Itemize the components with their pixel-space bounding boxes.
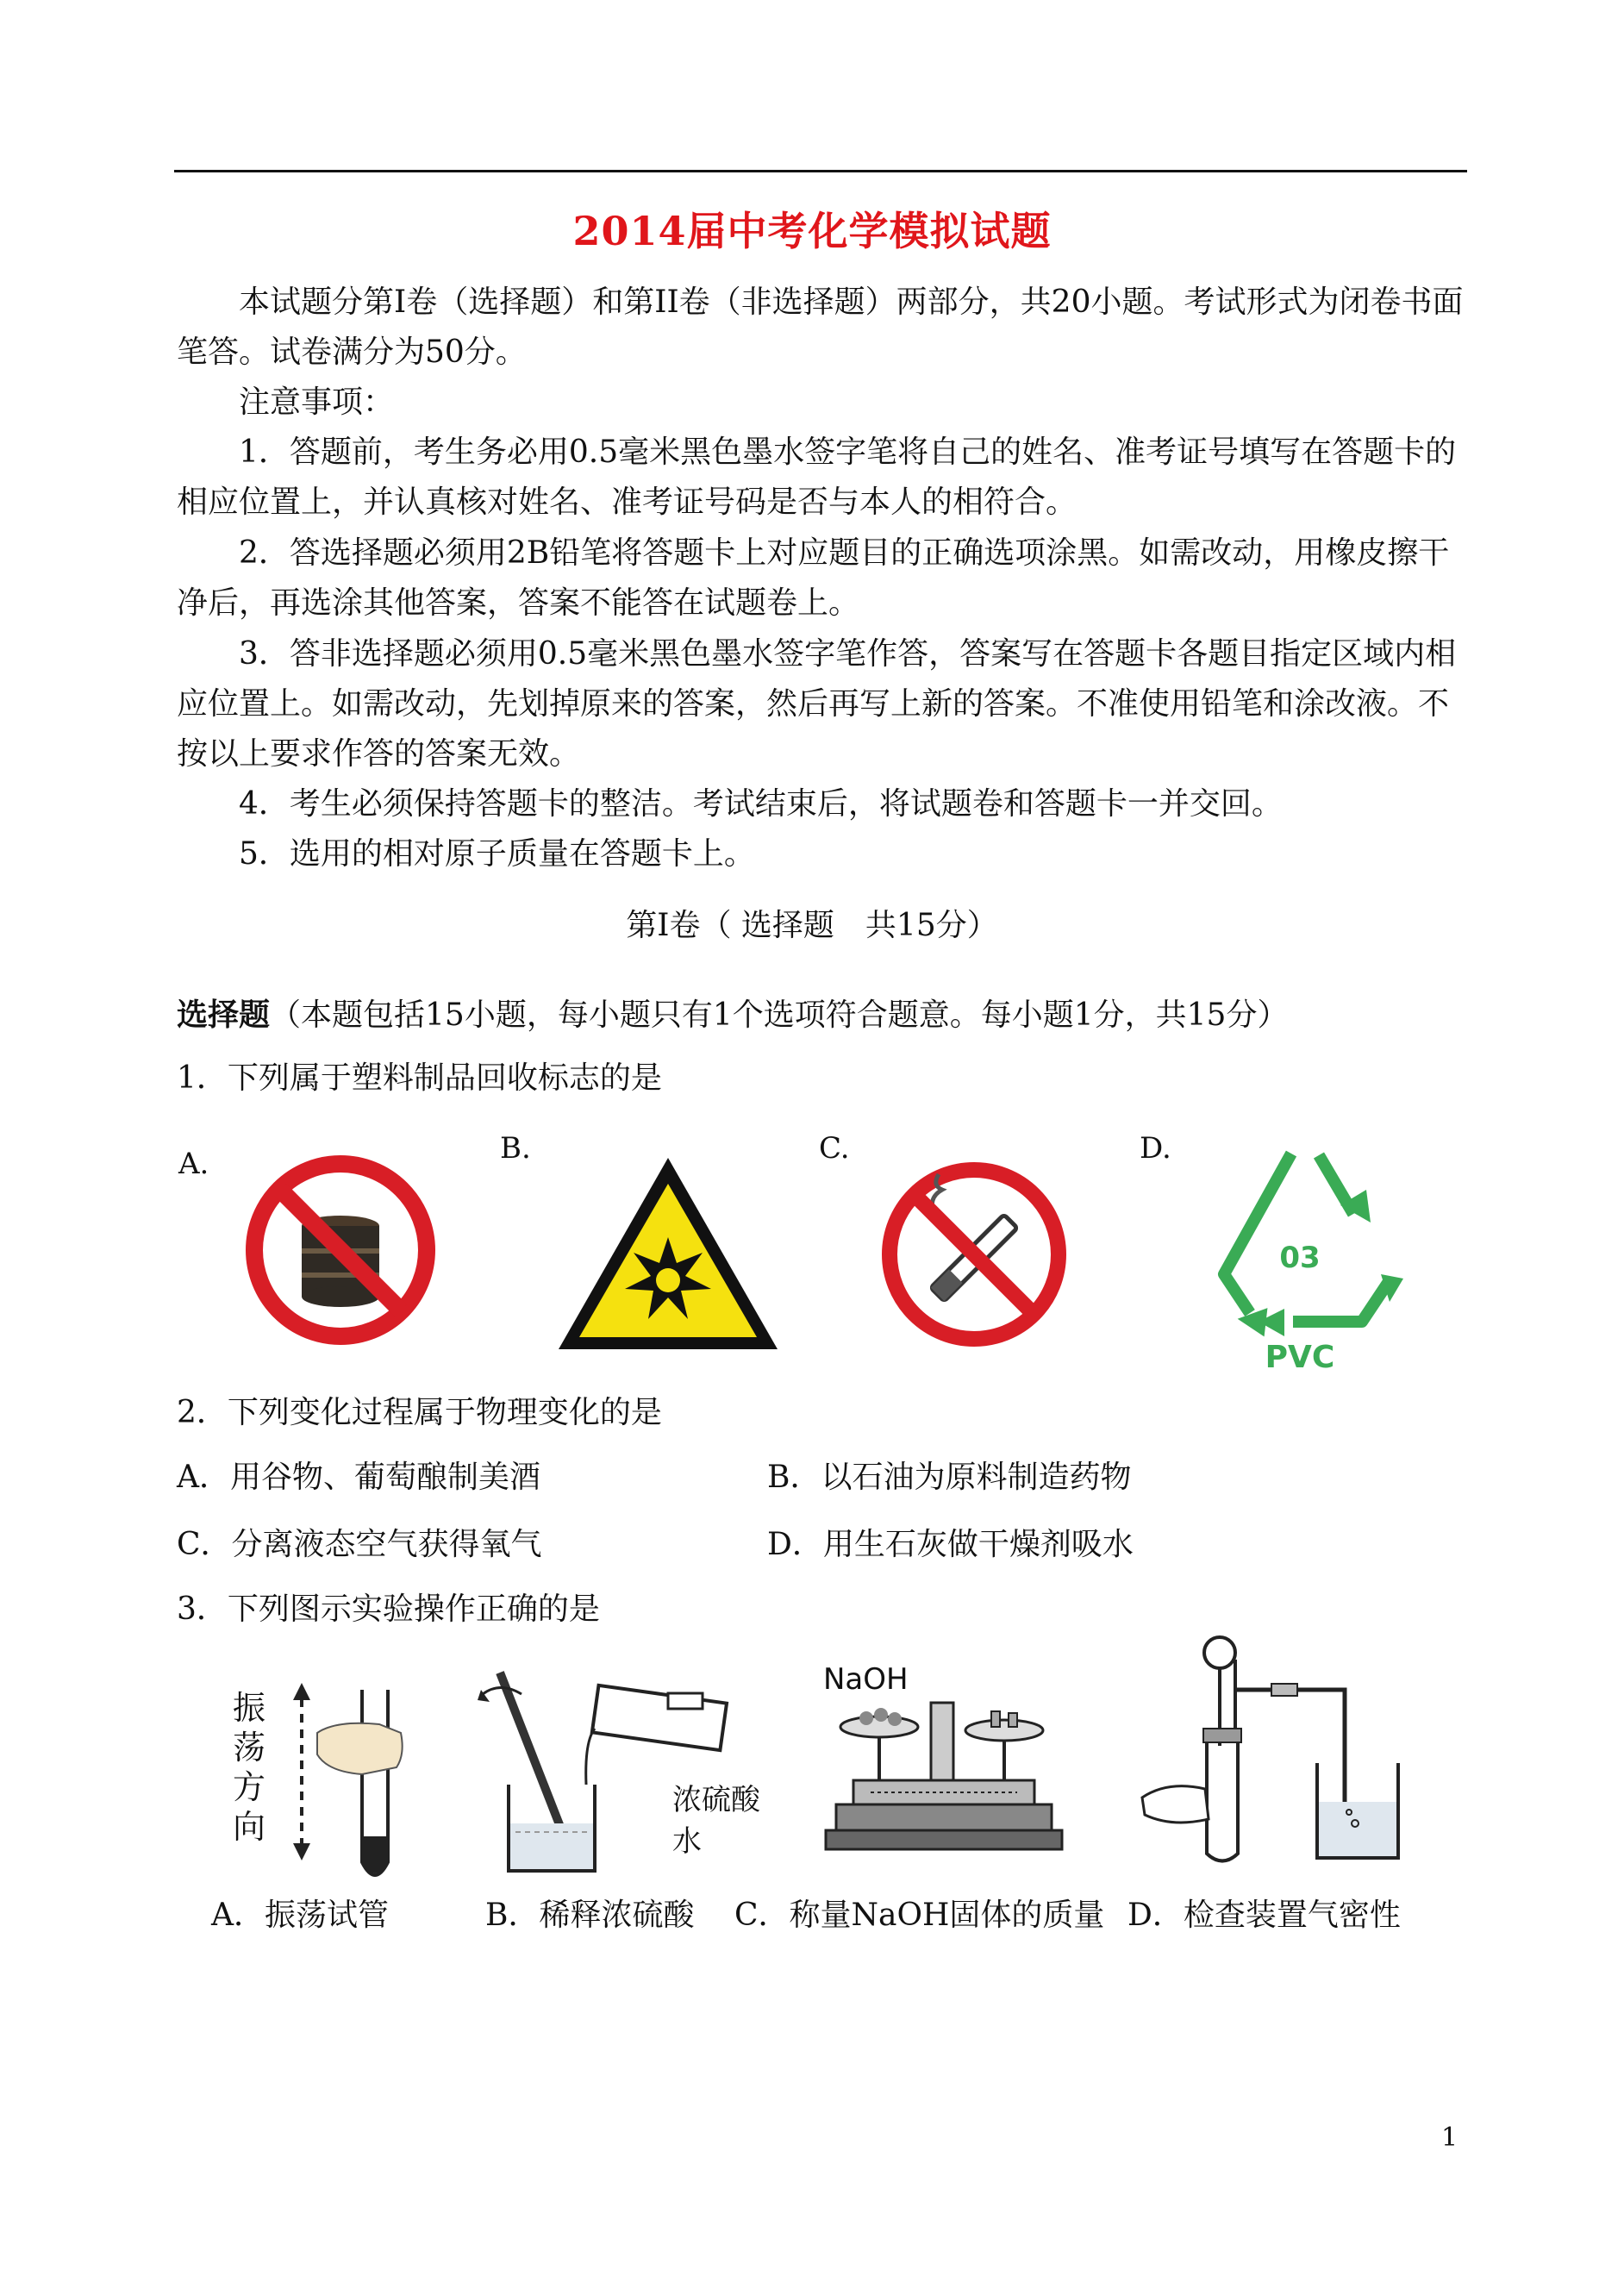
q2-option-a: A．用谷物、葡萄酿制美酒: [177, 1460, 540, 1495]
q1-option-a-label: A.: [178, 1147, 209, 1181]
q3-option-a: A．振荡试管: [211, 1898, 389, 1933]
airtightness-check-illustration: [1129, 1634, 1414, 1871]
intro-paragraph: 本试题分第Ⅰ卷（选择题）和第II卷（非选择题）两部分，共20小题。考试形式为闭卷书面笔答。试卷满分为50分。: [177, 285, 1464, 370]
pvc-recycle-icon: [1190, 1136, 1414, 1378]
naoh-label: NaOH: [823, 1662, 909, 1697]
notice-item-4: 4．考生必须保持答题卡的整洁。考试结束后，将试题卷和答题卡一并交回。: [239, 786, 1283, 822]
notice-item-1: 1．答题前，考生务必用0.5毫米黑色墨水签字笔将自己的姓名、准考证号填写在答题卡的相应位置上，并认真核对姓名、准考证号码是否与本人的相符合。: [177, 435, 1457, 520]
recycle-code: 03: [1279, 1241, 1321, 1275]
q3-option-c: C．称量NaOH固体的质量: [734, 1898, 1105, 1933]
q2-option-b: B．以石油为原料制造药物: [767, 1460, 1132, 1495]
section-desc-text: （本题包括15小题，每小题只有1个选项符合题意。每小题1分，共15分）: [270, 997, 1289, 1033]
explosive-warning-icon: [552, 1151, 784, 1358]
page-number: 1: [1441, 2123, 1458, 2153]
notice-item-5: 5．选用的相对原子质量在答题卡上。: [239, 836, 755, 872]
balance-weighing-illustration: [819, 1694, 1069, 1871]
no-barrel-sign-icon: [237, 1147, 444, 1354]
section-desc-bold: 选择题: [177, 997, 271, 1033]
notice-item-2: 2．答选择题必须用2B铅笔将答题卡上对应题目的正确选项涂黑。如需改动，用橡皮擦干净后，再选涂其他答案，答案不能答在试题卷上。: [177, 535, 1450, 621]
header-rule: [174, 170, 1467, 172]
acid-label: 浓硫酸: [672, 1783, 760, 1817]
q2-stem: 2．下列变化过程属于物理变化的是: [177, 1395, 662, 1430]
q1-option-d-label: D.: [1140, 1131, 1171, 1166]
section-description: [177, 990, 1288, 1041]
water-label: 水: [672, 1824, 702, 1859]
q2-option-c: C．分离液态空气获得氧气: [177, 1527, 542, 1562]
recycle-label: PVC: [1265, 1340, 1335, 1375]
shake-direction-label: 振荡方向: [233, 1689, 266, 1846]
notice-item-3: 3．答非选择题必须用0.5毫米黑色墨水签字笔作答，答案写在答题卡各题目指定区域内相应位置上。如需改动，先划掉原来的答案，然后再写上新的答案。不准使用铅笔和涂改液。不按以上要求作答的答案无效。: [177, 636, 1457, 772]
q1-option-c-label: C.: [819, 1131, 850, 1166]
section-title: 第Ⅰ卷（ 选择题 共15分）: [626, 908, 998, 943]
notice-heading: 注意事项：: [239, 385, 395, 420]
q3-stem: 3．下列图示实验操作正确的是: [177, 1591, 600, 1627]
shaking-test-tube-illustration: [276, 1673, 448, 1897]
q1-stem: 1．下列属于塑料制品回收标志的是: [177, 1060, 662, 1096]
q1-option-b-label: B.: [500, 1131, 531, 1166]
q2-option-d: D．用生石灰做干燥剂吸水: [767, 1527, 1134, 1562]
q3-option-d: D．检查装置气密性: [1127, 1898, 1401, 1933]
page-title: 2014届中考化学模拟试题: [572, 208, 1052, 254]
q3-option-b: B．稀释浓硫酸: [485, 1898, 695, 1933]
no-smoking-icon: [875, 1155, 1073, 1354]
